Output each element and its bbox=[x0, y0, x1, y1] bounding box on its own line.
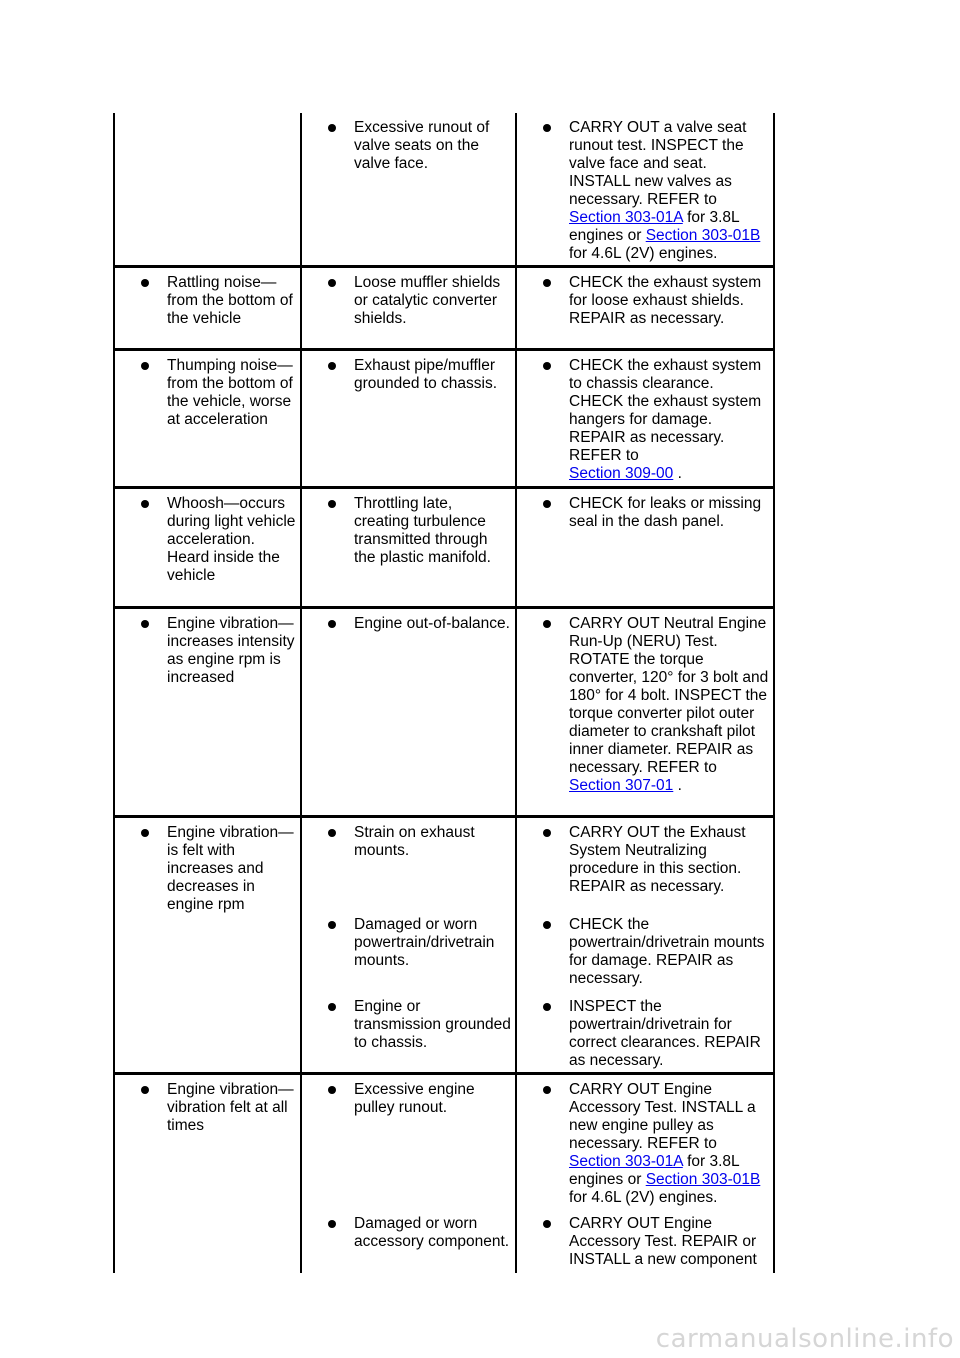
list-item: Rattling noise—from the bottom of the vehicle bbox=[115, 274, 296, 328]
bullet-icon bbox=[328, 829, 336, 837]
bullet-icon bbox=[543, 620, 551, 628]
action-cell bbox=[516, 817, 774, 911]
bullet-icon bbox=[328, 124, 336, 132]
list-item: CARRY OUT Engine Accessory Test. INSTALL a new engine pulley as necessary. REFER to Section 303-01A for 3.8L engines or Section 303-01B for 4.6L (2V) engines. bbox=[517, 1081, 769, 1207]
bullet-icon bbox=[328, 1086, 336, 1094]
source-cell bbox=[301, 350, 516, 488]
table-row bbox=[114, 817, 774, 911]
bullet-icon bbox=[543, 1220, 551, 1228]
bullet-icon bbox=[543, 500, 551, 508]
source-cell bbox=[301, 1209, 516, 1273]
source-cell bbox=[301, 992, 516, 1074]
source-cell bbox=[301, 608, 516, 817]
list-item: Damaged or worn accessory component. bbox=[302, 1215, 511, 1251]
section-303-01b-link[interactable]: Section 303-01B bbox=[645, 227, 761, 244]
condition-cell bbox=[114, 608, 301, 817]
source-cell bbox=[301, 910, 516, 992]
bullet-icon bbox=[328, 279, 336, 287]
list-item: Engine vibration—is felt with increases and decreases in engine rpm bbox=[115, 824, 296, 914]
list-item: Exhaust pipe/muffler grounded to chassis. bbox=[302, 357, 511, 393]
table-row bbox=[114, 113, 774, 267]
section-303-01a-link[interactable]: Section 303-01A bbox=[569, 1153, 683, 1170]
action-cell bbox=[516, 350, 774, 488]
section-303-01b-link[interactable]: Section 303-01B bbox=[645, 1171, 761, 1188]
table-row bbox=[114, 350, 774, 488]
condition-cell bbox=[114, 267, 301, 350]
table-row bbox=[114, 608, 774, 817]
action-cell bbox=[516, 1209, 774, 1273]
list-item: Excessive runout of valve seats on the valve face. bbox=[302, 119, 511, 173]
list-item: Whoosh—occurs during light vehicle acceleration. Heard inside the vehicle bbox=[115, 495, 296, 585]
section-309-00-link[interactable]: Section 309-00 bbox=[569, 465, 674, 482]
list-item: INSPECT the powertrain/drivetrain for correct clearances. REPAIR as necessary. bbox=[517, 998, 769, 1070]
list-item: CHECK the powertrain/drivetrain mounts for damage. REPAIR as necessary. bbox=[517, 916, 769, 988]
bullet-icon bbox=[543, 1003, 551, 1011]
bullet-icon bbox=[543, 362, 551, 370]
bullet-icon bbox=[543, 829, 551, 837]
bullet-icon bbox=[328, 1003, 336, 1011]
bullet-icon bbox=[328, 620, 336, 628]
condition-cell bbox=[114, 350, 301, 488]
bullet-icon bbox=[543, 1086, 551, 1094]
action-cell bbox=[516, 488, 774, 608]
watermark: carmanualsonline.info bbox=[655, 1324, 954, 1354]
condition-cell bbox=[114, 488, 301, 608]
list-item: Excessive engine pulley runout. bbox=[302, 1081, 511, 1117]
list-item: CARRY OUT Engine Accessory Test. REPAIR or INSTALL a new component bbox=[517, 1215, 769, 1269]
list-item: CARRY OUT Neutral Engine Run-Up (NERU) Test. ROTATE the torque converter, 120° for 3 bolt and 180° for 4 bolt. INSPECT the torque converter pilot outer diameter to crankshaft pilot inner diameter. REPAIR as necessary. REFER to Section 307-01 . bbox=[517, 615, 769, 795]
bullet-icon bbox=[328, 1220, 336, 1228]
condition-cell bbox=[114, 1074, 301, 1274]
list-item: Engine vibration—vibration felt at all times bbox=[115, 1081, 296, 1135]
bullet-icon bbox=[141, 362, 149, 370]
source-cell bbox=[301, 267, 516, 350]
bullet-icon bbox=[141, 1086, 149, 1094]
list-item: Damaged or worn powertrain/drivetrain mounts. bbox=[302, 916, 511, 970]
list-item: CARRY OUT a valve seat runout test. INSPECT the valve face and seat. INSTALL new valves as necessary. REFER to Section 303-01A for 3.8L engines or Section 303-01B for 4.6L (2V) engines. bbox=[517, 119, 769, 263]
source-cell bbox=[301, 817, 516, 911]
list-item: Engine out-of-balance. bbox=[302, 615, 511, 633]
list-item: Loose muffler shields or catalytic converter shields. bbox=[302, 274, 511, 328]
action-cell bbox=[516, 113, 774, 267]
bullet-icon bbox=[328, 500, 336, 508]
bullet-icon bbox=[141, 829, 149, 837]
diagnosis-table bbox=[113, 113, 775, 1273]
list-item: CHECK for leaks or missing seal in the dash panel. bbox=[517, 495, 769, 531]
list-item: Engine vibration—increases intensity as engine rpm is increased bbox=[115, 615, 296, 687]
action-cell bbox=[516, 267, 774, 350]
section-303-01a-link[interactable]: Section 303-01A bbox=[569, 209, 683, 226]
source-cell bbox=[301, 488, 516, 608]
bullet-icon bbox=[543, 279, 551, 287]
action-cell bbox=[516, 1074, 774, 1210]
table-row bbox=[114, 267, 774, 350]
source-cell bbox=[301, 1074, 516, 1210]
bullet-icon bbox=[141, 279, 149, 287]
condition-cell bbox=[114, 817, 301, 1074]
table-row bbox=[114, 1074, 774, 1210]
bullet-icon bbox=[141, 500, 149, 508]
action-cell bbox=[516, 608, 774, 817]
section-307-01-link[interactable]: Section 307-01 bbox=[569, 777, 674, 794]
list-item: CHECK the exhaust system to chassis clearance. CHECK the exhaust system hangers for damage. REPAIR as necessary. REFER to Section 309-00 . bbox=[517, 357, 769, 483]
action-cell bbox=[516, 992, 774, 1074]
list-item: Strain on exhaust mounts. bbox=[302, 824, 511, 860]
bullet-icon bbox=[328, 921, 336, 929]
bullet-icon bbox=[328, 362, 336, 370]
condition-cell bbox=[114, 113, 301, 267]
list-item: Engine or transmission grounded to chassis. bbox=[302, 998, 511, 1052]
list-item: Thumping noise—from the bottom of the vehicle, worse at acceleration bbox=[115, 357, 296, 429]
bullet-icon bbox=[543, 124, 551, 132]
table-row bbox=[114, 488, 774, 608]
source-cell bbox=[301, 113, 516, 267]
action-cell bbox=[516, 910, 774, 992]
list-item: Throttling late, creating turbulence transmitted through the plastic manifold. bbox=[302, 495, 511, 567]
bullet-icon bbox=[543, 921, 551, 929]
bullet-icon bbox=[141, 620, 149, 628]
list-item: CHECK the exhaust system for loose exhaust shields. REPAIR as necessary. bbox=[517, 274, 769, 328]
list-item: CARRY OUT the Exhaust System Neutralizing procedure in this section. REPAIR as necessary. bbox=[517, 824, 769, 896]
